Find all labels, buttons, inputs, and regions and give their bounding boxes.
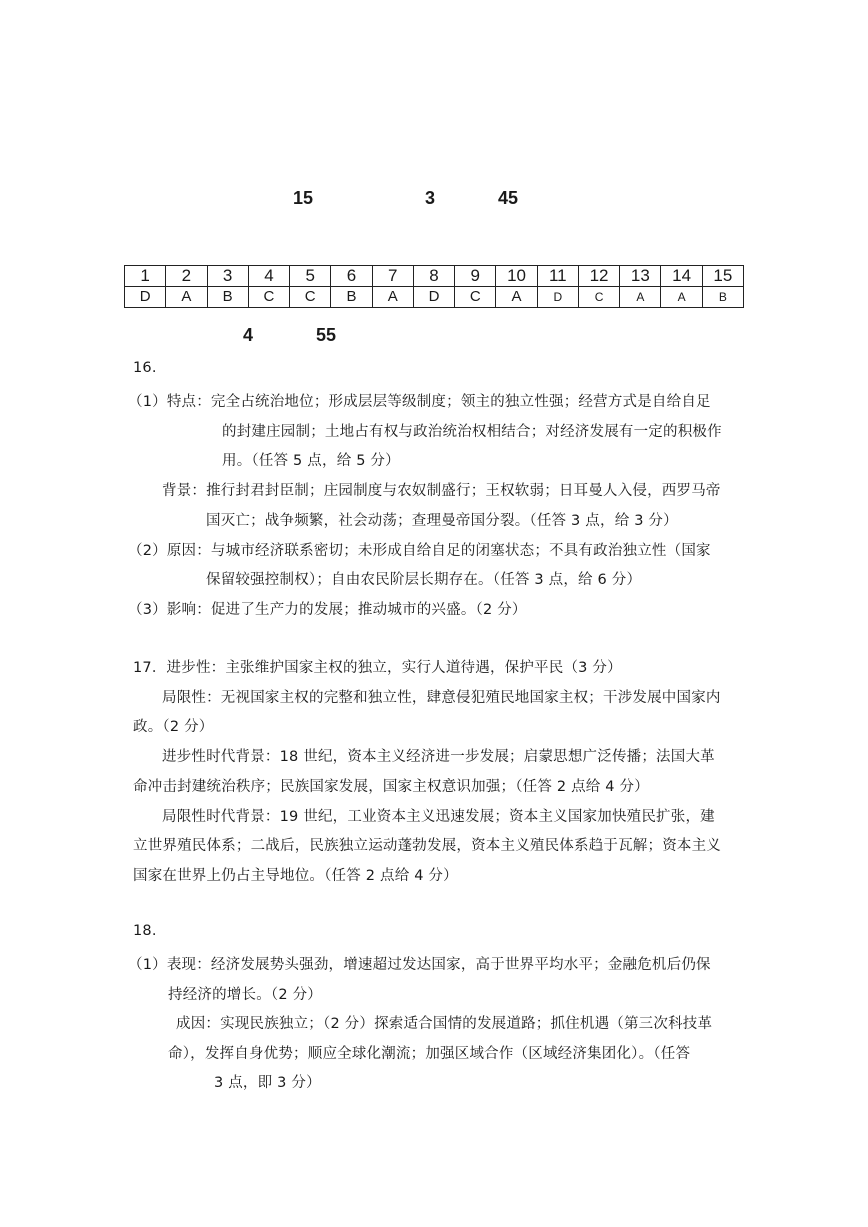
heading-number-3: 45 [498, 188, 519, 208]
question-number-cell: 7 [372, 266, 413, 287]
answer-cell: C [455, 287, 496, 308]
question-number-cell: 6 [331, 266, 372, 287]
q18-line4: 命），发挥自身优势；顺应全球化潮流；加强区域合作（区域经济集团化）。（任答 [168, 1046, 691, 1062]
question-number-cell: 10 [496, 266, 537, 287]
heading-number-1: 15 [293, 188, 314, 208]
answer-cell: A [166, 287, 207, 308]
question-number-cell: 2 [166, 266, 207, 287]
q18-line3: 成因：实现民族独立；（2 分）探索适合国情的发展道路；抓住机遇（第三次科技革 [176, 1016, 713, 1032]
answer-cell: C [578, 287, 619, 308]
q17-line2: 局限性：无视国家主权的完整和独立性，肆意侵犯殖民地国家主权；干涉发展中国家内 [162, 690, 721, 706]
answer-cell: A [620, 287, 661, 308]
question-number-cell: 14 [661, 266, 702, 287]
q17-line1: 17．进步性：主张维护国家主权的独立，实行人道待遇，保护平民（3 分） [133, 660, 622, 676]
answer-cell: A [496, 287, 537, 308]
answer-cell: A [661, 287, 702, 308]
q18-line5: 3 点，即 3 分） [214, 1075, 321, 1091]
q18-line2: 持经济的增长。（2 分） [168, 987, 322, 1003]
answer-cell: D [413, 287, 454, 308]
question-number-cell: 13 [620, 266, 661, 287]
section-number-2: 55 [316, 325, 337, 345]
answer-cell: D [537, 287, 578, 308]
q16-part1-line3: 用。（任答 5 点，给 5 分） [222, 453, 400, 469]
q16-part2-line1: （2）原因：与城市经济联系密切；未形成自给自足的闭塞状态；不具有政治独立性（国家 [128, 543, 711, 559]
answer-row [125, 287, 744, 308]
q16-part1-line1: （1）特点：完全占统治地位；形成层层等级制度；领主的独立性强；经营方式是自给自足 [128, 394, 711, 410]
answer-cell: D [125, 287, 166, 308]
q17-line3: 政。（2 分） [133, 719, 214, 735]
q17-line5: 命冲击封建统治秩序；民族国家发展，国家主权意识加强；（任答 2 点给 4 分） [133, 779, 649, 795]
question-number-cell: 12 [578, 266, 619, 287]
q17-line4: 进步性时代背景：18 世纪，资本主义经济进一步发展；启蒙思想广泛传播；法国大革 [162, 749, 715, 765]
question-number-cell: 11 [537, 266, 578, 287]
answer-cell: A [372, 287, 413, 308]
section-number-1: 4 [243, 325, 254, 345]
q17-line8: 国家在世界上仍占主导地位。（任答 2 点给 4 分） [133, 868, 458, 884]
heading-number-2: 3 [425, 188, 436, 208]
answer-cell: B [331, 287, 372, 308]
question-number-cell: 1 [125, 266, 166, 287]
answer-cell: C [248, 287, 289, 308]
question-number-cell: 9 [455, 266, 496, 287]
question-number-cell: 8 [413, 266, 454, 287]
q16-background-line1: 背景：推行封君封臣制；庄园制度与农奴制盛行；王权软弱；日耳曼人入侵，西罗马帝 [162, 483, 721, 499]
q16-part3: （3）影响：促进了生产力的发展；推动城市的兴盛。（2 分） [128, 602, 527, 618]
q16-part1-line2: 的封建庄园制；土地占有权与政治统治权相结合；对经济发展有一定的积极作 [222, 424, 722, 440]
q17-line7: 立世界殖民体系；二战后，民族独立运动蓬勃发展，资本主义殖民体系趋于瓦解；资本主义 [133, 838, 721, 854]
question-number-row [125, 266, 744, 287]
q16-part2-line2: 保留较强控制权）；自由农民阶层长期存在。（任答 3 点，给 6 分） [206, 572, 642, 588]
question-number-cell: 5 [290, 266, 331, 287]
answer-cell: C [290, 287, 331, 308]
question-number-cell: 4 [248, 266, 289, 287]
question-number-cell: 3 [207, 266, 248, 287]
q16-background-line2: 国灭亡；战争频繁，社会动荡；查理曼帝国分裂。（任答 3 点，给 3 分） [206, 513, 678, 529]
q17-line6: 局限性时代背景：19 世纪，工业资本主义迅速发展；资本主义国家加快殖民扩张，建 [162, 809, 715, 825]
q18-number: 18. [133, 923, 157, 939]
answer-cell: B [702, 287, 743, 308]
answer-table [124, 265, 744, 308]
q18-line1: （1）表现：经济发展势头强劲，增速超过发达国家，高于世界平均水平；金融危机后仍保 [128, 957, 711, 973]
q16-number: 16. [133, 360, 157, 376]
answer-cell: B [207, 287, 248, 308]
question-number-cell: 15 [702, 266, 743, 287]
